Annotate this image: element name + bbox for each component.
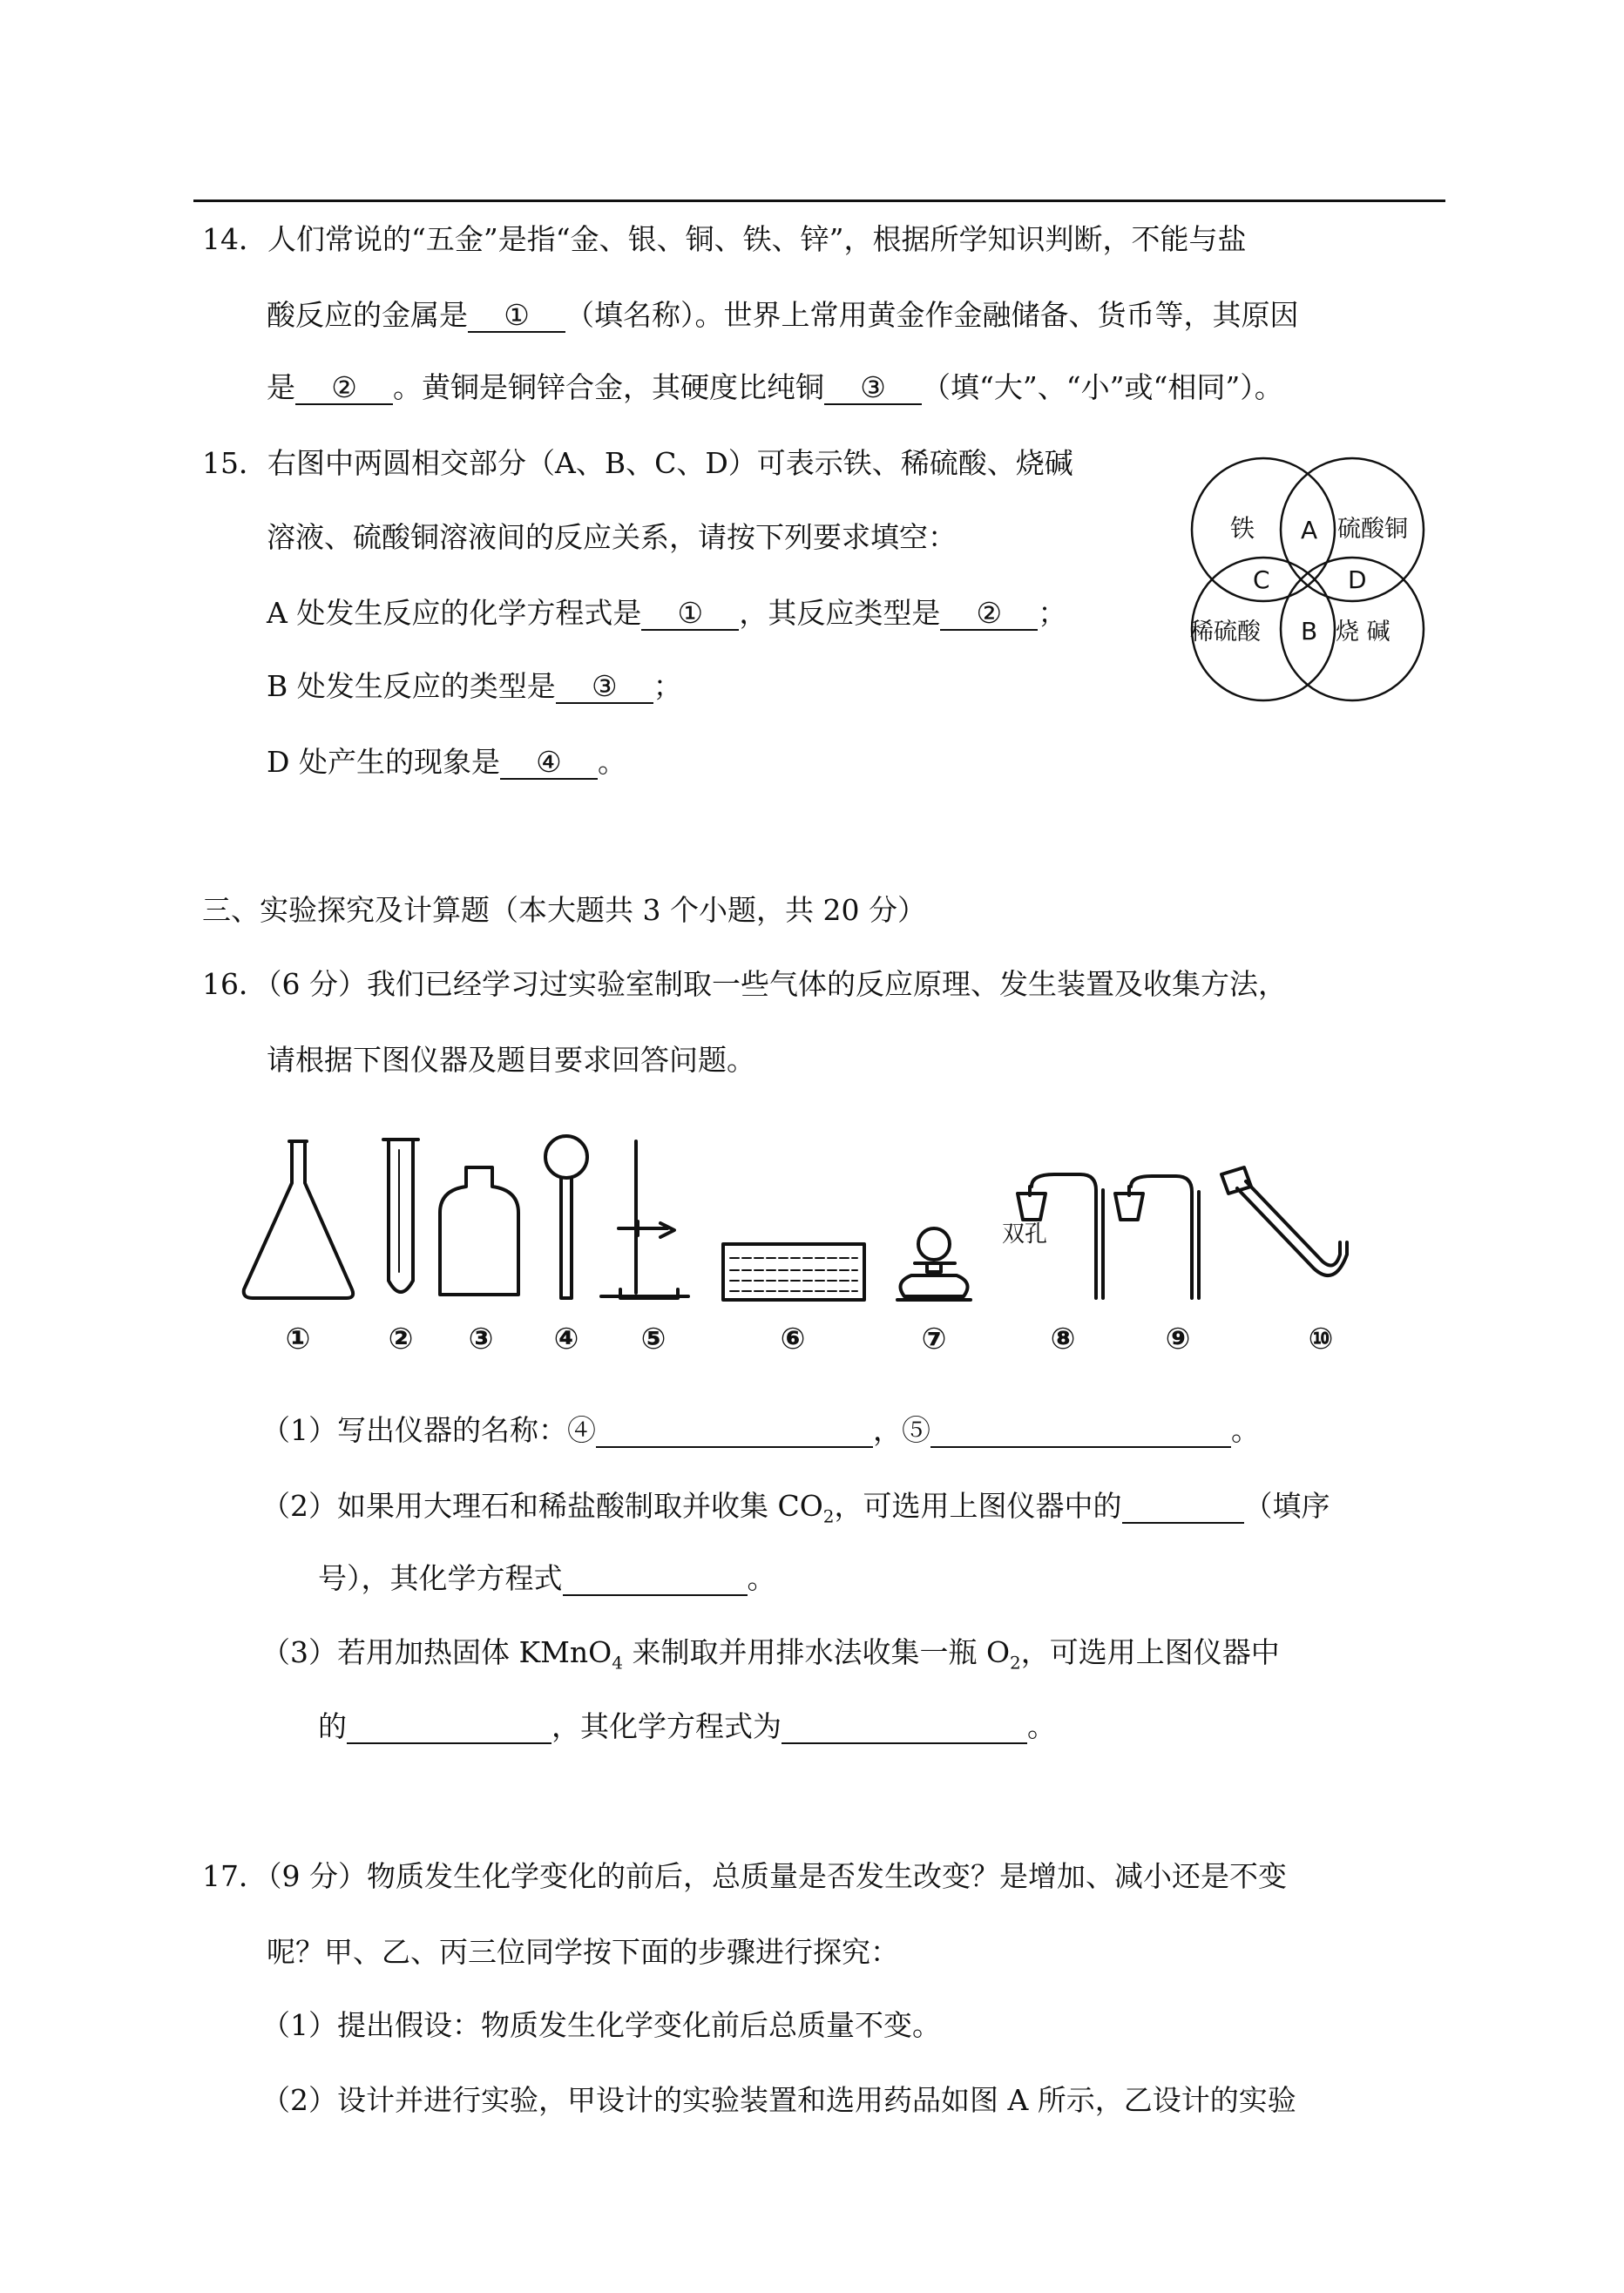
q16-line-2: 请根据下图仪器及题目要求回答问题。 [267, 1043, 755, 1077]
q17-line-3: （1）提出假设：物质发生化学变化前后总质量不变。 [261, 2008, 941, 2042]
venn-label-copper-sulfate: 硫酸铜 [1337, 516, 1408, 543]
iron-stand-icon [601, 1141, 688, 1298]
q16-sub-2-line-2: 号），其化学方程式 。 [318, 1561, 776, 1595]
q15-line-3: A 处发生反应的化学方程式是 ① ，其反应类型是 ② ； [267, 596, 1067, 630]
q15-number: 15． [202, 446, 267, 480]
q15-line-4: B 处发生反应的类型是 ③ ； [267, 669, 682, 703]
long-neck-funnel-icon [545, 1136, 587, 1298]
water-trough-icon [723, 1244, 864, 1300]
q15-line-2: 溶液、硫酸铜溶液间的反应关系，请按下列要求填空： [267, 520, 957, 554]
q14-line-2: 酸反应的金属是 ① （填名称）。世界上常用黄金作金融储备、货币等，其原因 [267, 298, 1299, 332]
q14-blank-1[interactable]: ① [468, 301, 565, 333]
q16-line-1: 16．（6 分）我们已经学习过实验室制取一些气体的反应原理、发生装置及收集方法， [202, 967, 1287, 1001]
apparatus-label-5: ⑤ [640, 1322, 667, 1356]
double-hole-label: 双孔 [1002, 1221, 1048, 1248]
q15-blank-2[interactable]: ② [940, 599, 1038, 631]
q14-blank-2[interactable]: ② [295, 373, 393, 405]
q16-sub2-blank-equation[interactable] [563, 1564, 748, 1596]
apparatus-label-10: ⑩ [1308, 1322, 1334, 1356]
venn-label-sulfuric-acid: 稀硫酸 [1190, 619, 1261, 646]
venn-label-b: B [1301, 617, 1318, 646]
apparatus-label-9: ⑨ [1165, 1322, 1191, 1356]
header-rule [193, 200, 1445, 202]
q16-sub-2: （2）如果用大理石和稀盐酸制取并收集 $CO_2$，可选用上图仪器中的 （填序 [261, 1489, 1330, 1527]
section-3-title: 三、实验探究及计算题（本大题共 3 个小题，共 20 分） [202, 893, 926, 927]
venn-diagram [1178, 453, 1439, 714]
bent-delivery-tube-icon [1221, 1167, 1347, 1275]
q16-sub1-blank-5[interactable] [930, 1416, 1231, 1448]
venn-label-a: A [1301, 516, 1318, 545]
q16-sub3-blank-equation[interactable] [782, 1712, 1027, 1744]
q16-number: 16． [202, 967, 267, 1001]
q14-blank-3[interactable]: ③ [824, 373, 922, 405]
venn-label-iron: 铁 [1230, 514, 1255, 543]
q15-blank-3[interactable]: ③ [556, 672, 653, 704]
test-tube-icon [383, 1140, 418, 1292]
q16-sub3-blank-apparatus[interactable] [347, 1712, 551, 1744]
gas-collecting-bottle-icon [440, 1167, 518, 1295]
apparatus-figure [235, 1133, 1420, 1359]
q16-sub2-blank-apparatus[interactable] [1122, 1491, 1244, 1524]
q17-number: 17． [202, 1859, 267, 1893]
q16-sub1-blank-4[interactable] [596, 1416, 873, 1448]
q16-sub-3: （3）若用加热固体 KMnO$_4$ 来制取并用排水法收集一瓶 $O_2$，可选用上图仪器中 [261, 1635, 1280, 1674]
alcohol-lamp-icon [897, 1228, 971, 1300]
q16-sub-3-line-2: 的 ，其化学方程式为 。 [318, 1709, 1056, 1743]
venn-label-d: D [1348, 565, 1367, 594]
q15-blank-4[interactable]: ④ [500, 747, 598, 780]
q15-line-1: 15．右图中两圆相交部分（A、B、C、D）可表示铁、稀硫酸、烧碱 [202, 446, 1073, 480]
apparatus-label-6: ⑥ [780, 1322, 806, 1356]
q15-line-5: D 处产生的现象是 ④ 。 [267, 745, 626, 779]
stopper-delivery-tube-icon [1115, 1176, 1199, 1298]
venn-label-c: C [1253, 565, 1270, 594]
conical-flask-icon [244, 1141, 353, 1298]
q14-line-3: 是 ② 。黄铜是铜锌合金，其硬度比纯铜 ③ （填“大”、“小”或“相同”）。 [267, 370, 1283, 404]
q14-number: 14． [202, 222, 267, 256]
apparatus-label-7: ⑦ [921, 1322, 947, 1356]
apparatus-label-1: ① [285, 1322, 311, 1356]
q14-line-1: 14．人们常说的“五金”是指“金、银、铜、铁、锌”，根据所学知识判断，不能与盐 [202, 222, 1247, 256]
apparatus-label-4: ④ [553, 1322, 579, 1356]
q17-line-1: 17．（9 分）物质发生化学变化的前后，总质量是否发生改变？是增加、减小还是不变 [202, 1859, 1287, 1893]
q17-line-2: 呢？甲、乙、丙三位同学按下面的步骤进行探究： [267, 1935, 899, 1969]
apparatus-label-3: ③ [468, 1322, 494, 1356]
q17-line-4: （2）设计并进行实验，甲设计的实验装置和选用药品如图 A 所示，乙设计的实验 [261, 2083, 1296, 2117]
venn-label-caustic-soda: 烧 碱 [1336, 619, 1391, 646]
q15-blank-1[interactable]: ① [641, 599, 739, 631]
q16-sub-1: （1）写出仪器的名称：④ ，⑤ 。 [261, 1413, 1260, 1447]
apparatus-label-2: ② [388, 1322, 414, 1356]
apparatus-label-8: ⑧ [1050, 1322, 1076, 1356]
